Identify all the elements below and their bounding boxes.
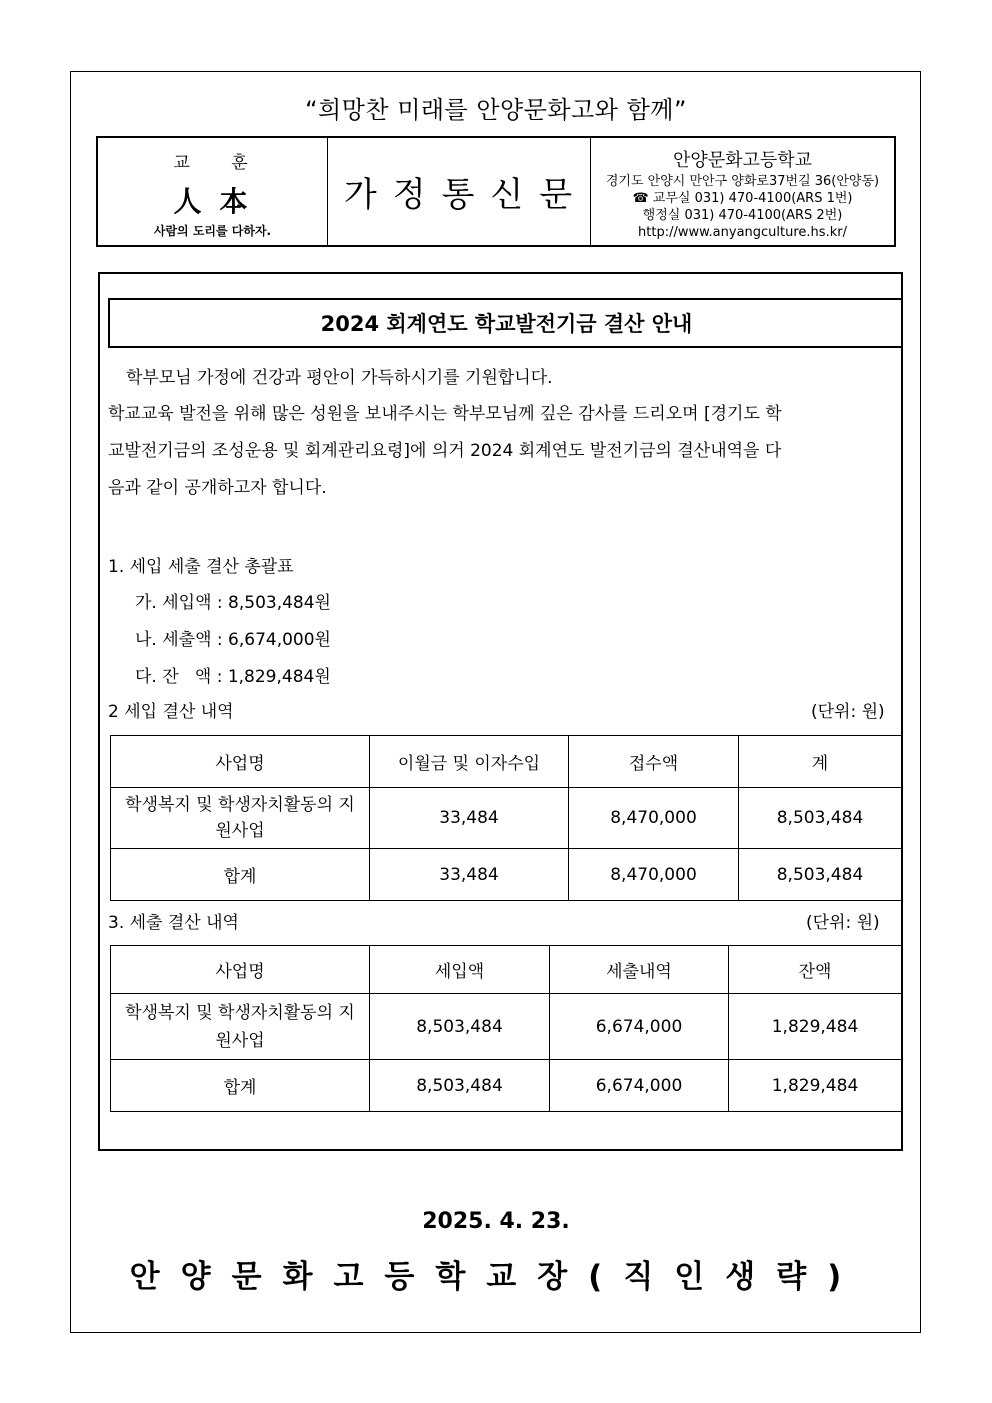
- school-url[interactable]: http://www.anyangculture.hs.kr/: [638, 225, 847, 240]
- creed-main: 人本: [173, 185, 266, 218]
- document-type-cell: [328, 138, 591, 245]
- letterhead: [96, 136, 896, 247]
- table-cell: 8,503,484: [370, 1060, 550, 1112]
- table-cell: 학생복지 및 학생자치활동의 지원사업: [111, 994, 370, 1060]
- table-row: [111, 994, 902, 1060]
- section3-heading: 3. 세출 결산 내역: [108, 913, 239, 933]
- table-cell: 합계: [111, 1060, 370, 1112]
- col-header: 잔액: [729, 946, 902, 994]
- phone-admin: 행정실 031) 470-4100(ARS 2번): [642, 208, 843, 223]
- table-row: [111, 849, 902, 901]
- table-row: [111, 1060, 902, 1112]
- table-cell: 8,470,000: [569, 788, 739, 849]
- principal-signature: 안양문화고등학교장(직인생략): [129, 1259, 863, 1295]
- table-cell: 33,484: [370, 849, 569, 901]
- table-cell: 8,503,484: [739, 849, 902, 901]
- section2-unit: (단위: 원): [811, 702, 885, 722]
- document-type-title: 가정통신문: [343, 175, 589, 215]
- table-cell: 1,829,484: [729, 1060, 902, 1112]
- table-cell: 6,674,000: [550, 1060, 729, 1112]
- notice-title: 2024 회계연도 학교발전기금 결산 안내: [108, 298, 903, 348]
- col-header: 세입액: [370, 946, 550, 994]
- issue-date: 2025. 4. 23.: [422, 1209, 570, 1234]
- col-header: 사업명: [111, 736, 370, 788]
- body-line-3: 음과 같이 공개하고자 합니다.: [108, 478, 327, 498]
- table-header-row: [111, 736, 902, 788]
- school-name: 안양문화고등학교: [672, 150, 813, 171]
- col-header: 계: [739, 736, 902, 788]
- greeting: 학부모님 가정에 건강과 평안이 가득하시기를 기원합니다.: [126, 368, 553, 388]
- school-address: 경기도 안양시 만안구 양화로37번길 36(안양동): [605, 174, 880, 189]
- expense-table: [110, 945, 902, 1112]
- table-cell: 8,503,484: [739, 788, 902, 849]
- section2-heading: 2 세입 결산 내역: [108, 702, 234, 722]
- school-creed-cell: [98, 138, 328, 245]
- table-cell: 33,484: [370, 788, 569, 849]
- table-header-row: [111, 946, 902, 994]
- income-table: [110, 735, 902, 901]
- col-header: 이월금 및 이자수입: [370, 736, 569, 788]
- summary-item-expense: 나. 세출액 : 6,674,000원: [135, 630, 331, 650]
- table-row: [111, 788, 902, 849]
- body-line-2: 교발전기금의 조성운용 및 회계관리요령]에 의거 2024 회계연도 발전기금의 결산내역을 다: [108, 441, 782, 461]
- table-cell: 8,503,484: [370, 994, 550, 1060]
- summary-item-income: 가. 세입액 : 8,503,484원: [135, 593, 331, 613]
- table-cell: 합계: [111, 849, 370, 901]
- table-cell: 1,829,484: [729, 994, 902, 1060]
- phone-academic: ☎ 교무실 031) 470-4100(ARS 1번): [632, 191, 853, 206]
- summary-item-balance: 다. 잔 액 : 1,829,484원: [135, 667, 331, 687]
- table-cell: 학생복지 및 학생자치활동의 지원사업: [111, 788, 370, 849]
- col-header: 세출내역: [550, 946, 729, 994]
- section1-heading: 1. 세입 세출 결산 총괄표: [108, 557, 294, 577]
- school-motto: “희망찬 미래를 안양문화고와 함께”: [305, 96, 687, 124]
- table-cell: 6,674,000: [550, 994, 729, 1060]
- table-cell: 8,470,000: [569, 849, 739, 901]
- school-info-cell: [591, 138, 894, 245]
- body-line-1: 학교교육 발전을 위해 많은 성원을 보내주시는 학부모님께 깊은 감사를 드리오며 [경기도 학: [108, 404, 782, 424]
- col-header: 사업명: [111, 946, 370, 994]
- creed-sub: 사람의 도리를 다하자.: [153, 224, 272, 238]
- creed-label: 교 훈: [173, 153, 266, 173]
- section3-unit: (단위: 원): [806, 913, 880, 933]
- col-header: 접수액: [569, 736, 739, 788]
